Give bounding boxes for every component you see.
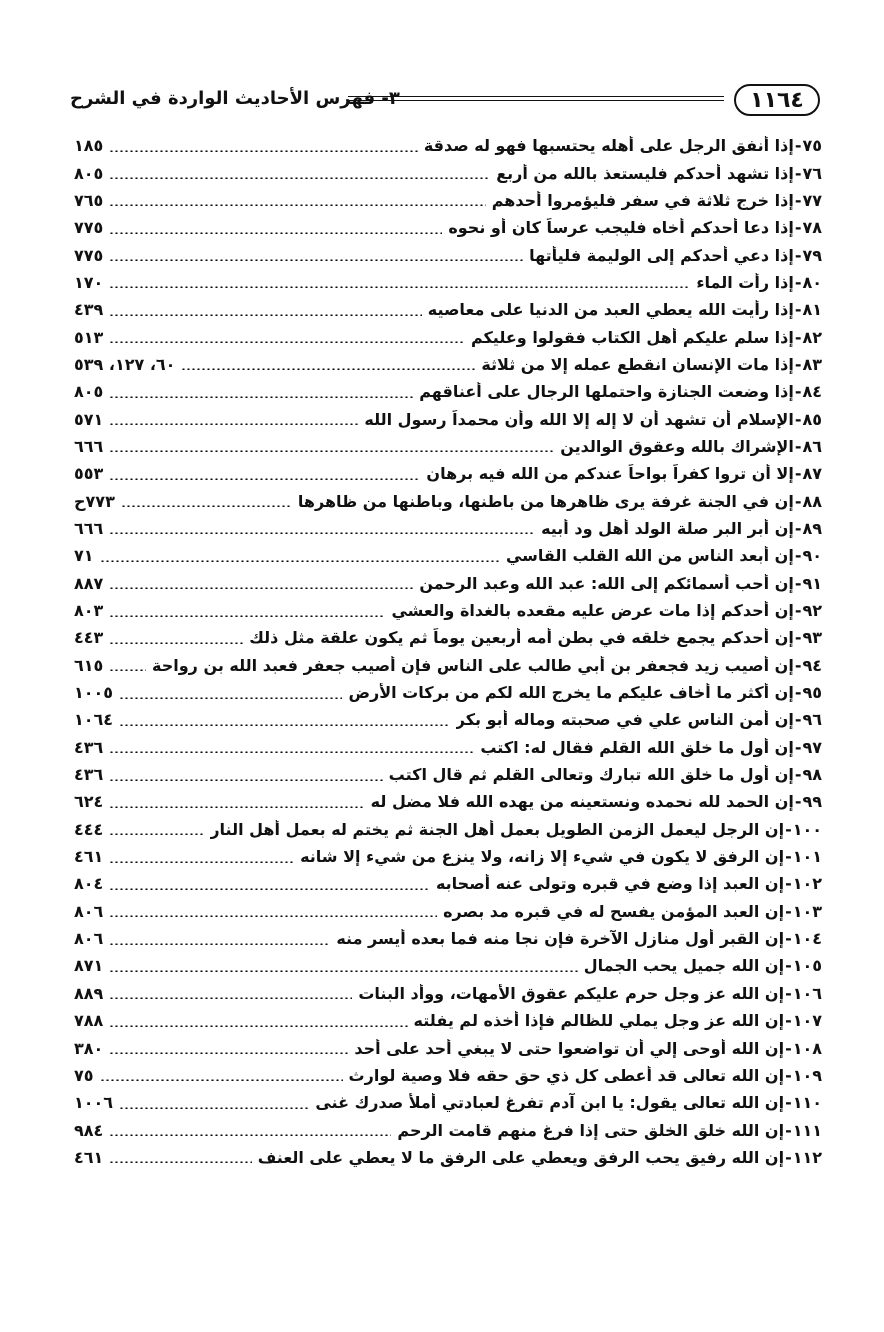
entry-page-number: ٥٧١ (74, 409, 104, 429)
index-entry (74, 816, 822, 843)
entry-separator: - (794, 710, 802, 730)
index-entry (74, 1034, 822, 1061)
entry-number: ٩٨ (802, 765, 822, 785)
entry-number: ١٠٦ (792, 983, 822, 1003)
entry-page-number: ٧٨٨ (74, 1011, 104, 1031)
entry-number: ١٠٠ (792, 819, 822, 839)
entry-page-number: ٨٠٦ (74, 901, 104, 921)
entry-hadith-text: إذا رأيت الله يعطي العبد من الدنيا على معاصيه (427, 300, 794, 320)
entry-leader-dots (109, 450, 554, 452)
entry-number: ٨١ (802, 300, 822, 320)
entry-page-number: ١٠٠٥ (74, 683, 114, 703)
index-entry (74, 925, 822, 952)
entry-page-number: ٤٤٤ (74, 819, 104, 839)
entry-hadith-text: إن الله تعالى قد أعطى كل ذي حق حقه فلا وصية لوارث (348, 1065, 785, 1085)
entry-hadith-text: إن الله أوحى إلي أن تواضعوا حتى لا يبغي أحد على أحد (354, 1038, 785, 1058)
entry-number: ١٠٨ (792, 1038, 822, 1058)
entry-leader-dots (109, 1025, 407, 1027)
entry-page-number: ٤٤٣ (74, 628, 104, 648)
entry-page-number: ٦١٥ (74, 655, 104, 675)
entry-leader-dots (109, 970, 577, 972)
entry-page-number: ٨٠٣ (74, 601, 104, 621)
entry-separator: - (785, 983, 792, 1003)
index-entry (74, 351, 822, 378)
entry-leader-dots (109, 204, 485, 206)
entry-page-number: ٤٣٦ (74, 737, 104, 757)
entry-separator: - (785, 1147, 792, 1167)
entry-hadith-text: إلا أن تروا كفراً بواحاً عندكم من الله فيه برهان (426, 464, 794, 484)
entry-separator: - (794, 737, 802, 757)
entry-number: ٩٢ (802, 601, 822, 621)
entry-number: ٨٠ (802, 272, 822, 292)
index-entry (74, 214, 822, 241)
index-entry (74, 1089, 822, 1116)
index-entry (74, 542, 822, 569)
entry-separator: - (785, 1038, 792, 1058)
entry-separator: - (785, 901, 792, 921)
index-entry (74, 405, 822, 432)
entry-page-number: ٥٥٣ (74, 464, 104, 484)
entry-page-number: ٧٧٥ (74, 218, 104, 238)
entry-leader-dots (109, 751, 474, 753)
entry-number: ١٠٥ (792, 956, 822, 976)
entry-leader-dots (109, 532, 535, 534)
entry-separator: - (785, 1093, 792, 1113)
entry-leader-dots (181, 368, 475, 370)
entry-number: ١١٢ (792, 1147, 822, 1167)
index-entry (74, 433, 822, 460)
page-header (70, 82, 820, 122)
header-rule (348, 96, 724, 101)
entry-leader-dots (109, 177, 490, 179)
entry-hadith-text: إن القبر أول منازل الآخرة فإن نجا منه فما بعده أيسر منه (336, 929, 785, 949)
entry-page-number: ١٧٠ (74, 272, 104, 292)
entry-hadith-text: إن أول ما خلق الله تبارك وتعالى القلم ثم قال اكتب (388, 765, 794, 785)
entry-separator: - (785, 1011, 792, 1031)
entry-leader-dots (109, 150, 418, 152)
entry-hadith-text: إذا دعا أحدكم أخاه فليجب عرساً كان أو نحوه (448, 218, 794, 238)
entry-leader-dots (119, 724, 450, 726)
entry-number: ٧٥ (802, 136, 822, 156)
index-entry (74, 597, 822, 624)
entry-leader-dots (109, 286, 690, 288)
entry-hadith-text: إن الله خلق الخلق حتى إذا فرغ منهم قامت الرحم (397, 1120, 785, 1140)
entry-hadith-text: إن الرفق لا يكون في شيء إلا زانه، ولا ينزع من شيء إلا شانه (300, 847, 785, 867)
entry-number: ٧٨ (802, 218, 822, 238)
index-entry (74, 1007, 822, 1034)
entry-number: ٨٤ (802, 382, 822, 402)
index-entry (74, 460, 822, 487)
index-entry (74, 241, 822, 268)
entry-leader-dots (109, 314, 421, 316)
index-entry (74, 870, 822, 897)
entry-number: ٩٣ (802, 628, 822, 648)
entry-separator: - (785, 956, 792, 976)
entry-number: ٧٧ (802, 190, 822, 210)
entry-separator: - (794, 409, 802, 429)
entry-separator: - (794, 245, 802, 265)
entry-hadith-text: إذا خرج ثلاثة في سفر فليؤمروا أحدهم (491, 190, 794, 210)
entry-leader-dots (109, 478, 420, 480)
entry-hadith-text: إن أبعد الناس من الله القلب القاسي (505, 546, 794, 566)
entry-page-number: ٨٠٤ (74, 874, 104, 894)
entry-separator: - (785, 847, 792, 867)
entry-page-number: ٤٦١ (74, 847, 104, 867)
entry-separator: - (794, 792, 802, 812)
entry-leader-dots (109, 1052, 348, 1054)
entry-page-number: ٤٣٩ (74, 300, 104, 320)
entry-leader-dots (109, 1134, 391, 1136)
entry-leader-dots (100, 1079, 343, 1081)
entry-separator: - (794, 163, 802, 183)
entry-leader-dots (109, 615, 385, 617)
index-entry (74, 132, 822, 159)
entry-number: ١١٠ (792, 1093, 822, 1113)
entry-hadith-text: إن الله رفيق يحب الرفق ويعطي على الرفق ما لا يعطي على العنف (257, 1147, 785, 1167)
index-entry (74, 788, 822, 815)
entry-leader-dots (109, 806, 364, 808)
index-entry (74, 706, 822, 733)
index-entry (74, 952, 822, 979)
entry-separator: - (794, 491, 802, 511)
entry-number: ١٠٧ (792, 1011, 822, 1031)
entry-leader-dots (109, 943, 330, 945)
entry-separator: - (785, 1120, 792, 1140)
entry-page-number: ٤٣٦ (74, 765, 104, 785)
entry-leader-dots (109, 669, 146, 671)
entry-separator: - (785, 874, 792, 894)
entry-hadith-text: إذا أنفق الرجل على أهله يحتسبها فهو له صدقة (423, 136, 794, 156)
entry-leader-dots (109, 915, 437, 917)
index-entry (74, 761, 822, 788)
entry-number: ٨٦ (802, 436, 822, 456)
entry-number: ١٠١ (792, 847, 822, 867)
entry-number: ٨٨ (802, 491, 822, 511)
entry-leader-dots (119, 697, 342, 699)
entry-page-number: ١٨٥ (74, 136, 104, 156)
index-entry (74, 487, 822, 514)
entry-hadith-text: إن أبر البر صلة الولد أهل ود أبيه (541, 518, 794, 538)
entry-page-number: ٣٨٠ (74, 1038, 104, 1058)
index-entry (74, 296, 822, 323)
index-entry (74, 679, 822, 706)
entry-hadith-text: إن العبد المؤمن يفسح له في قبره مد بصره (443, 901, 785, 921)
entry-hadith-text: إن أصيب زيد فجعفر بن أبي طالب على الناس فإن أصيب جعفر فعبد الله بن رواحة (152, 655, 794, 675)
entry-separator: - (794, 573, 802, 593)
entry-hadith-text: إذا رأت الماء (696, 272, 794, 292)
entry-leader-dots (100, 560, 500, 562)
entry-page-number: ٩٨٤ (74, 1120, 104, 1140)
page-number-badge: ١١٦٤ (734, 84, 820, 116)
entry-separator: - (794, 518, 802, 538)
entry-hadith-text: إن أكثر ما أخاف عليكم ما يخرج الله لكم من بركات الأرض (348, 683, 794, 703)
entry-separator: - (794, 436, 802, 456)
entry-number: ١٠٩ (792, 1065, 822, 1085)
entry-hadith-text: إن الله عز وجل يملي للظالم فإذا أخذه لم يفلته (413, 1011, 785, 1031)
entry-hadith-text: إذا دعي أحدكم إلى الوليمة فليأتها (529, 245, 794, 265)
index-entry (74, 1062, 822, 1089)
entry-separator: - (794, 382, 802, 402)
entry-page-number: ١٠٦٤ (74, 710, 114, 730)
entry-leader-dots (109, 642, 243, 644)
entry-hadith-text: الإسلام أن تشهد أن لا إله إلا الله وأن محمداً رسول الله (364, 409, 794, 429)
entry-number: ٨٧ (802, 464, 822, 484)
entry-leader-dots (109, 1161, 251, 1163)
section-title: ٣- فهرس الأحاديث الواردة في الشرح (70, 88, 400, 109)
entry-page-number: ٧١ (74, 546, 94, 566)
entry-leader-dots (109, 341, 465, 343)
entry-leader-dots (121, 505, 292, 507)
entry-hadith-text: إن أول ما خلق الله القلم فقال له: اكتب (480, 737, 794, 757)
entry-leader-dots (109, 833, 204, 835)
entry-number: ١٠٢ (792, 874, 822, 894)
entry-number: ١٠٣ (792, 901, 822, 921)
entry-number: ٧٦ (802, 163, 822, 183)
entry-leader-dots (119, 1107, 309, 1109)
index-entry (74, 898, 822, 925)
entry-leader-dots (109, 861, 294, 863)
entry-page-number: ٧٥ (74, 1065, 94, 1085)
index-entry (74, 624, 822, 651)
entry-number: ١٠٤ (792, 929, 822, 949)
entry-number: ٩٥ (802, 683, 822, 703)
entry-page-number: ٨٧١ (74, 956, 104, 976)
entry-hadith-text: إن الله جميل يحب الجمال (583, 956, 785, 976)
entry-hadith-text: إن أحب أسمائكم إلى الله: عبد الله وعبد الرحمن (419, 573, 794, 593)
entry-hadith-text: إن أحدكم إذا مات عرض عليه مقعده بالغداة والعشي (391, 601, 794, 621)
entry-separator: - (794, 354, 802, 374)
entry-separator: - (794, 218, 802, 238)
entry-page-number: ٦٦٦ (74, 518, 104, 538)
index-entry (74, 980, 822, 1007)
index-entry (74, 378, 822, 405)
entry-number: ٩٩ (802, 792, 822, 812)
entry-hadith-text: إن الله عز وجل حرم عليكم عقوق الأمهات، ووأد البنات (358, 983, 785, 1003)
entry-page-number: ٧٧٥ (74, 245, 104, 265)
entry-number: ٨٥ (802, 409, 822, 429)
entry-separator: - (794, 300, 802, 320)
entry-number: ٧٩ (802, 245, 822, 265)
entry-separator: - (794, 546, 802, 566)
entry-leader-dots (109, 888, 430, 890)
entry-page-number: ٦٦٦ (74, 436, 104, 456)
index-entry (74, 1144, 822, 1171)
entry-number: ٩٤ (802, 655, 822, 675)
entry-separator: - (794, 190, 802, 210)
entry-hadith-text: إذا سلم عليكم أهل الكتاب فقولوا وعليكم (470, 327, 794, 347)
index-entry (74, 570, 822, 597)
index-entry (74, 515, 822, 542)
entry-separator: - (794, 683, 802, 703)
entry-leader-dots (109, 396, 413, 398)
entry-page-number: ٨٠٦ (74, 929, 104, 949)
index-entry (74, 652, 822, 679)
entry-page-number: ٨٨٩ (74, 983, 104, 1003)
entry-hadith-text: إن الحمد لله نحمده ونستعينه من يهده الله فلا مضل له (370, 792, 794, 812)
entry-separator: - (794, 327, 802, 347)
index-entry (74, 159, 822, 186)
entry-page-number: ٨٠٥ (74, 382, 104, 402)
entry-page-number: ١٠٠٦ (74, 1093, 114, 1113)
entry-hadith-text: إن العبد إذا وضع في قبره وتولى عنه أصحابه (435, 874, 785, 894)
entry-page-number: ٧٦٥ (74, 190, 104, 210)
entry-page-number: ٨٠٥ (74, 163, 104, 183)
entry-separator: - (785, 1065, 792, 1085)
entry-separator: - (794, 765, 802, 785)
index-entry (74, 187, 822, 214)
entry-number: ٩٧ (802, 737, 822, 757)
entry-hadith-text: إذا تشهد أحدكم فليستعذ بالله من أربع (496, 163, 794, 183)
entry-page-number: ٦٠، ١٢٧، ٥٣٩ (74, 354, 176, 374)
entry-page-number: ٧٧٣ح (74, 491, 115, 511)
entry-number: ٨٩ (802, 518, 822, 538)
entry-number: ٩٦ (802, 710, 822, 730)
entry-separator: - (794, 464, 802, 484)
entry-separator: - (785, 929, 792, 949)
entry-separator: - (794, 628, 802, 648)
hadith-index-list (74, 132, 822, 1171)
entry-leader-dots (109, 259, 523, 261)
entry-number: ٨٢ (802, 327, 822, 347)
entry-separator: - (794, 136, 802, 156)
entry-number: ١١١ (792, 1120, 822, 1140)
index-entry (74, 323, 822, 350)
entry-page-number: ٤٦١ (74, 1147, 104, 1167)
entry-leader-dots (109, 423, 358, 425)
entry-hadith-text: إذا مات الإنسان انقطع عمله إلا من ثلاثة (481, 354, 794, 374)
entry-number: ٩١ (802, 573, 822, 593)
entry-hadith-text: إن الله تعالى يقول: يا ابن آدم تفرغ لعبادتي أملأ صدرك غنى (315, 1093, 785, 1113)
entry-separator: - (794, 655, 802, 675)
entry-number: ٩٠ (802, 546, 822, 566)
entry-hadith-text: إن أحدكم يجمع خلقه في بطن أمه أربعين يوماً ثم يكون علقة مثل ذلك (249, 628, 794, 648)
entry-page-number: ٨٨٧ (74, 573, 104, 593)
entry-leader-dots (109, 997, 352, 999)
index-entry (74, 269, 822, 296)
entry-page-number: ٥١٣ (74, 327, 104, 347)
index-entry (74, 734, 822, 761)
entry-separator: - (794, 272, 802, 292)
index-entry (74, 843, 822, 870)
entry-number: ٨٣ (802, 354, 822, 374)
entry-separator: - (785, 819, 792, 839)
entry-separator: - (794, 601, 802, 621)
entry-leader-dots (109, 587, 413, 589)
entry-leader-dots (109, 232, 442, 234)
entry-hadith-text: الإشراك بالله وعقوق الوالدين (560, 436, 794, 456)
entry-hadith-text: إن الرجل ليعمل الزمن الطويل بعمل أهل الجنة ثم يختم له بعمل أهل النار (210, 819, 785, 839)
entry-hadith-text: إذا وضعت الجنازة واحتملها الرجال على أعناقهم (419, 382, 794, 402)
entry-page-number: ٦٢٤ (74, 792, 104, 812)
index-entry (74, 1116, 822, 1143)
entry-leader-dots (109, 779, 382, 781)
entry-hadith-text: إن في الجنة غرفة يرى ظاهرها من باطنها، وباطنها من ظاهرها (297, 491, 794, 511)
entry-hadith-text: إن أمن الناس علي في صحبته وماله أبو بكر (455, 710, 794, 730)
